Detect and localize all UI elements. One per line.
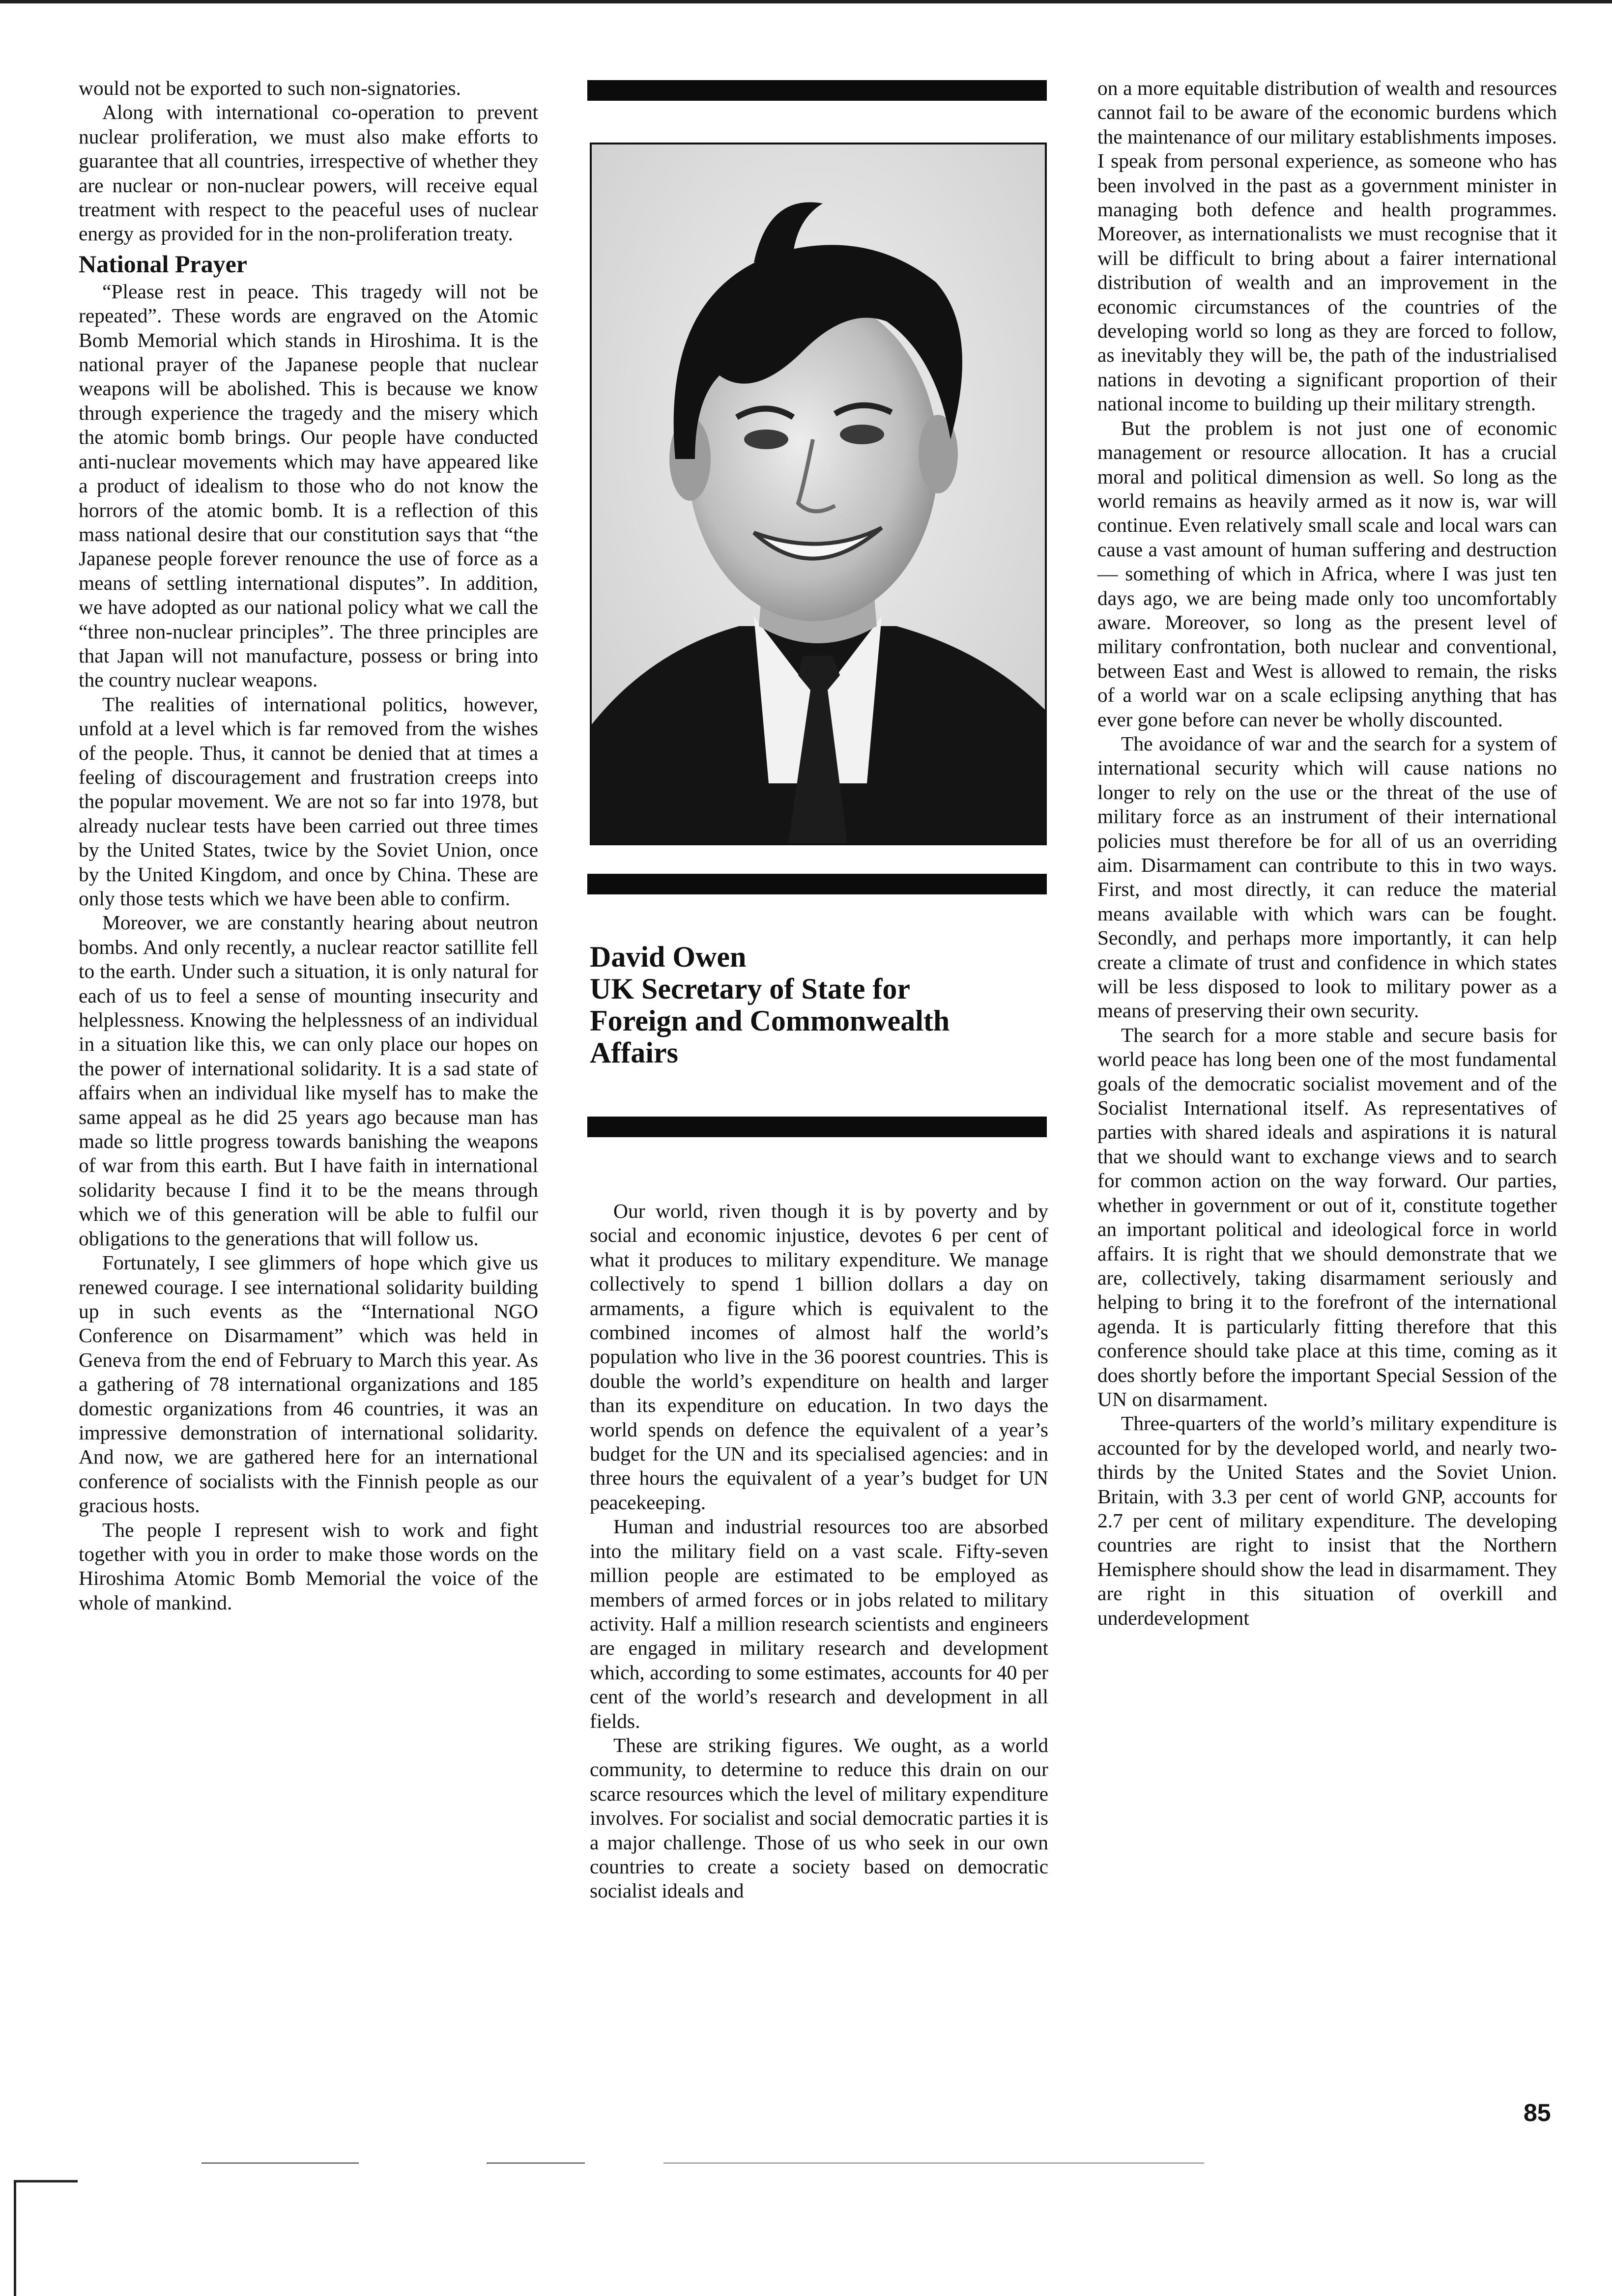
paragraph: The search for a more stable and secure basis for world peace has long been one of the most fundamental goals of the democratic socialist movement and of the Socialist International itself. As representatives of parties with shared ideals and aspirations it is natural that we should want to exchange views and to search for common action on the way forward. Our parties, whether in government or out of it, constitute together an important political and ideological force in world affairs. It is right that we should demonstrate that we are, collectively, taking disarmament seriously and helping to bring it to the forefront of the international agenda. It is particularly fitting therefore that this conference should take place at this time, coming as it does shortly before the important Special Session of the UN on disarmament. (1097, 1023, 1557, 1410)
paragraph: These are striking figures. We ought, as a world community, to determine to reduce this drain on our scarce resources which the level of military expenditure involves. For socialist and social democratic parties it is a major challenge. Those of us who seek in our own countries to create a society based on democratic socialist ideals and (590, 1733, 1048, 1902)
right-column (1097, 76, 1557, 1630)
paragraph: The people I represent wish to work and fight together with you in order to make those words on the Hiroshima Atomic Bomb Memorial the voice of the whole of mankind. (79, 1518, 538, 1614)
scan-edge-corner (14, 2180, 78, 2182)
paragraph: But the problem is not just one of economic management or resource allocation. It has a crucial moral and political dimension as well. So long as the world remains as heavily armed as it now is, war will continue. Even relatively small scale and local wars can cause a vast amount of human suffering and destruction — something of which in Africa, where I was just ten days ago, we are being made only too uncomfortably aware. Moreover, so long as the present level of military confrontation, both nuclear and conventional, between East and West is allowed to remain, the risks of a world war on a scale eclipsing anything that has ever gone before can never be wholly discounted. (1097, 416, 1557, 731)
paragraph: The avoidance of war and the search for a system of international security which will cause nations no longer to rely on the use or the threat of the use of military force as an instrument of their international policies must therefore be for all of us an overriding aim. Disarmament can contribute to this in two ways. First, and most directly, it can reduce the material means available with which wars can be fought. Secondly, and perhaps more importantly, it can help create a climate of trust and confidence in which states will be less disposed to look to military power as a means of preserving their own security. (1097, 732, 1557, 1022)
paragraph: Our world, riven though it is by poverty and by social and economic injustice, devotes 6 per cent of what it produces to military expenditure. We manage collectively to spend 1 billion dollars a day on armaments, a figure which is equivalent to the combined incomes of almost half the world’s population who live in the 36 poorest countries. This is double the world’s expenditure on health and larger than its expenditure on education. In two days the world spends on defence the equivalent of a year’s budget for the UN and its specialised agencies: and in three hours the equivalent of a year’s budget for UN peacekeeping. (590, 1200, 1048, 1514)
paragraph: Three-quarters of the world’s military expenditure is accounted for by the developed world, and nearly two-thirds by the United States and the Soviet Union. Britain, with 3.3 per cent of world GNP, accounts for 2.7 per cent of military expenditure. The developing countries are right to insist that the Northern Hemisphere should show the lead in disarmament. They are right in this situation of overkill and underdevelopment (1097, 1412, 1557, 1629)
paragraph: would not be exported to such non-signatories. (79, 77, 461, 99)
subheading: National Prayer (79, 250, 247, 278)
paragraph: Moreover, we are constantly hearing about neutron bombs. And only recently, a nuclear reactor satillite fell to the earth. Under such a situation, it is only natural for each of us to feel a sense of mounting insecurity and helplessness. Knowing the helplessness of an individual in a situation like this, we can only place our hopes on the power of international solidarity. It is a sad state of affairs when an individual like myself has to make the same appeal as he did 25 years ago because man has made so little progress towards banishing the weapons of war from this earth. But I have faith in international solidarity because I find it to be the means through which we of this generation will be able to fulfil our obligations to the generations that will follow us. (79, 911, 538, 1250)
portrait-image (592, 144, 1045, 843)
black-bar-top (587, 80, 1047, 101)
paragraph: Along with international co-operation to prevent nuclear proliferation, we must also make efforts to guarantee that all countries, irrespective of whether they are nuclear or non-nuclear powers, will receive equal treatment with respect to the peaceful uses of nuclear energy as provided for in the non-proliferation treaty. (79, 101, 538, 245)
author-title: Affairs (590, 1036, 678, 1069)
author-title: UK Secretary of State for (590, 973, 910, 1005)
scan-edge-line (202, 2162, 359, 2164)
author-title: Foreign and Commonwealth (590, 1004, 950, 1037)
paragraph: The realities of international politics, however, unfold at a level which is far removed from the wishes of the people. Thus, it cannot be denied that at times a feeling of discouragement and frustration creeps into the popular movement. We are not so far into 1978, but already nuclear tests have been carried out three times by the United States, twice by the Soviet Union, once by the United Kingdom, and once by China. These are only those tests which we have been able to confirm. (79, 692, 538, 910)
paragraph: “Please rest in peace. This tragedy will not be repeated”. These words are engraved on the Atomic Bomb Memorial which stands in Hiroshima. It is the national prayer of the Japanese people that nuclear weapons will be abolished. This is because we know through experience the tragedy and the misery which the atomic bomb brings. Our people have conducted anti-nuclear movements which may have appeared like a product of idealism to those who do not know the horrors of the atomic bomb. It is a reflection of this mass national desire that our constitution says that “the Japanese people forever renounce the use of force as a means of settling international disputes”. In addition, we have adopted as our national policy what we call the “three non-nuclear principles”. The three principles are that Japan will not manufacture, possess or bring into the country nuclear weapons. (79, 280, 538, 691)
page-number: 85 (1524, 2099, 1551, 2126)
middle-column (590, 1199, 1048, 1903)
scan-edge-line (663, 2162, 1204, 2164)
author-name: David Owen (590, 941, 747, 973)
byline (590, 941, 1047, 1069)
black-bar-mid (587, 874, 1047, 894)
paragraph: Fortunately, I see glimmers of hope which give us renewed courage. I see international solidarity building up in such events as the “International NGO Conference on Disarmament” which was held in Geneva from the end of February to March this year. As a gathering of 78 international organizations and 185 domestic organizations from 46 countries, it was an impressive demonstration of international solidarity. And now, we are gathered here for an international conference of socialists with the Finnish people as our gracious hosts. (79, 1251, 538, 1517)
black-bar-bottom (587, 1117, 1047, 1137)
paragraph: on a more equitable distribution of wealth and resources cannot fail to be aware of the economic burdens which the maintenance of our military establishments imposes. I speak from personal experience, as someone who has been involved in the past as a government minister in managing both defence and health programmes. Moreover, as internationalists we must recognise that it will be difficult to bring about a fairer international distribution of wealth and an improvement in the economic circumstances of the countries of the developing world so long as they are forced to follow, as inevitably they will be, the path of the industrialised nations in devoting a significant proportion of their national income to building up their military strength. (1097, 77, 1557, 415)
top-rule (0, 0, 1612, 3)
author-photo (590, 143, 1047, 845)
scan-edge-corner (14, 2182, 16, 2296)
left-column (79, 76, 538, 1615)
paragraph: Human and industrial resources too are absorbed into the military field on a vast scale. Fifty-seven million people are estimated to be employed as members of armed forces or in jobs related to military activity. Half a million research scientists and engineers are engaged in military research and development which, according to some estimates, accounts for 40 per cent of the world’s research and development in all fields. (590, 1515, 1048, 1732)
scan-edge-line (487, 2162, 585, 2164)
